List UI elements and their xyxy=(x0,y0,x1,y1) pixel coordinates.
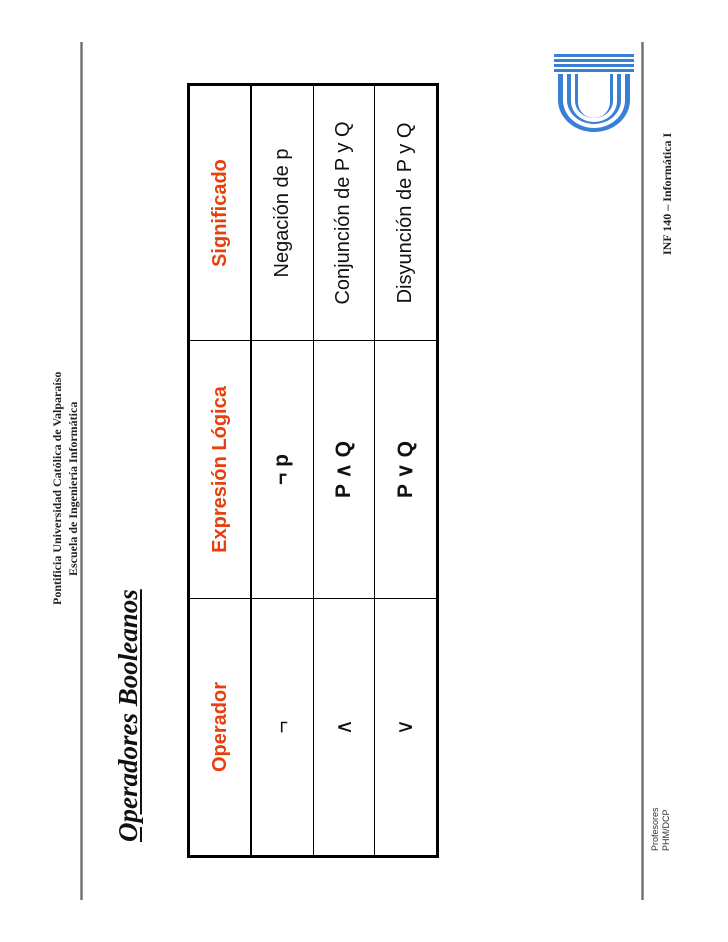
cell-meaning: Negación de p xyxy=(251,85,313,341)
table-row xyxy=(313,85,374,857)
cell-expression: P ∨ Q xyxy=(374,341,437,599)
university-logo-icon xyxy=(554,54,634,134)
cell-operator: ∨ xyxy=(374,599,437,857)
university-name: Pontificia Universidad Católica de Valparaíso xyxy=(50,371,64,605)
cell-operator: ¬ xyxy=(251,599,313,857)
cell-operator: ∧ xyxy=(313,599,374,857)
header-operator: Operador xyxy=(189,599,252,857)
cell-expression: ¬ p xyxy=(251,341,313,599)
header-expression: Expresión Lógica xyxy=(189,341,252,599)
table-row xyxy=(251,85,313,857)
footer-professors-label: Profesores xyxy=(650,807,660,851)
page-title: Operadores Booleanos xyxy=(113,589,143,842)
right-divider xyxy=(641,42,644,900)
footer-professors-initials: PHM/DCP xyxy=(661,809,671,851)
footer-course: INF 140 – Informática I xyxy=(660,132,674,255)
table-header-row xyxy=(189,85,252,857)
cell-meaning: Conjunción de P y Q xyxy=(313,85,374,341)
header-meaning: Significado xyxy=(189,85,252,341)
cell-expression: P ∧ Q xyxy=(313,341,374,599)
cell-meaning: Disyunción de P y Q xyxy=(374,85,437,341)
operators-table-container xyxy=(187,86,439,858)
table-row xyxy=(374,85,437,857)
school-name: Escuela de Ingeniería Informática xyxy=(66,401,80,576)
operators-table xyxy=(187,83,439,858)
